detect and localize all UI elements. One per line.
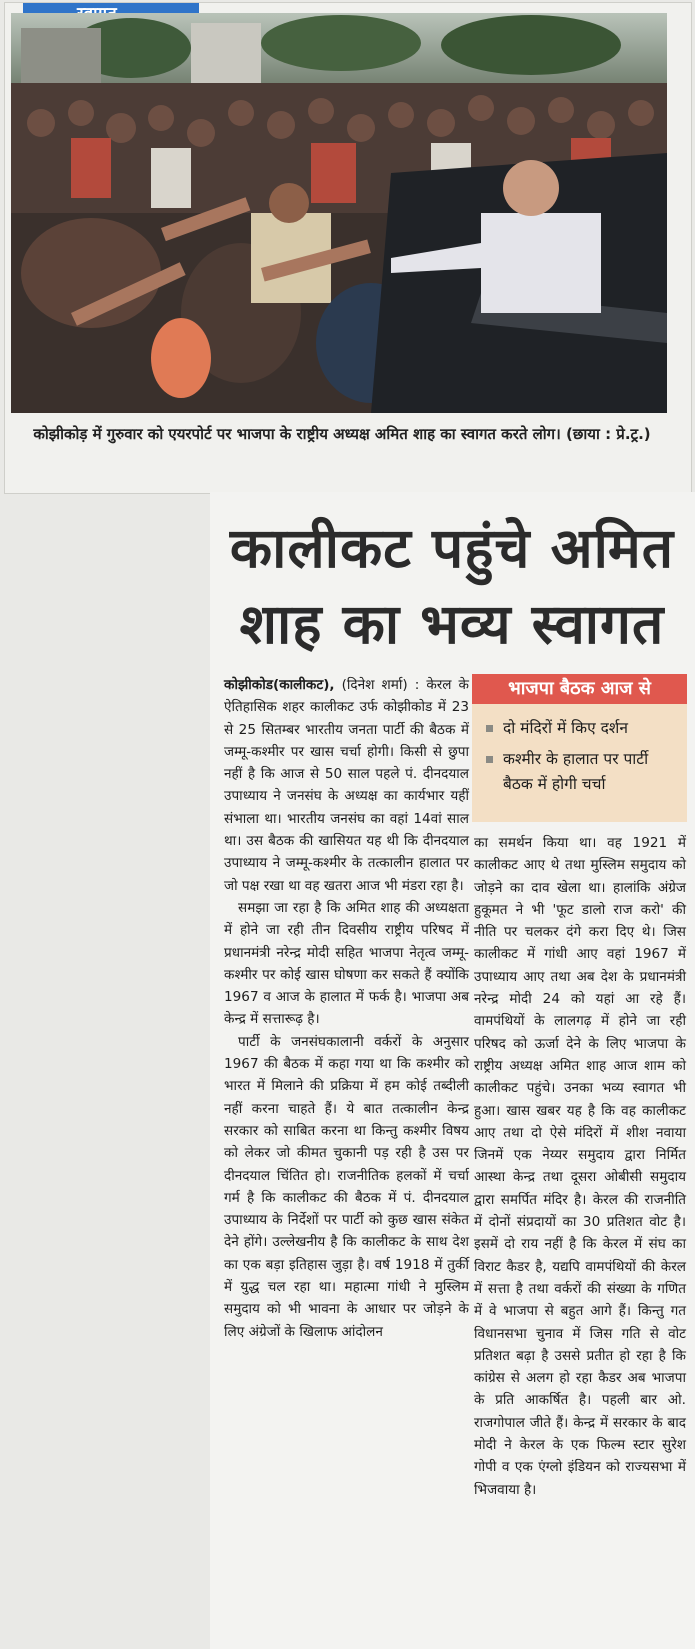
highlight-item-text: कश्मीर के हालात पर पार्टी बैठक में होगी चर्चा bbox=[503, 750, 649, 793]
byline: (दिनेश शर्मा) : bbox=[341, 677, 420, 693]
photo-caption: कोझीकोड़ में गुरुवार को एयरपोर्ट पर भाजपा के राष्ट्रीय अध्यक्ष अमित शाह का स्वागत करते लोग। (छाया : प्रे.ट्र.) bbox=[33, 425, 651, 443]
highlights-box bbox=[472, 674, 687, 822]
square-bullet-icon bbox=[486, 725, 493, 732]
news-article bbox=[210, 492, 695, 1649]
highlight-item bbox=[484, 716, 677, 741]
headline bbox=[222, 510, 682, 662]
news-photo bbox=[11, 13, 667, 413]
crowd-photo-illustration bbox=[11, 13, 667, 413]
headline-line-2: शाह का भव्य स्वागत bbox=[239, 592, 665, 656]
body-paragraph-1: केरल के ऐतिहासिक शहर कालीकट उर्फ कोझीकोड में 23 से 25 सितम्बर भारतीय जनता पार्टी की बैठक में जम्मू-कश्मीर पर खास चर्चा होगी। किसी से छुपा नहीं है कि आज से 50 साल पहले पं. दीनदयाल उपाध्याय ने जनसंघ के अध्यक्ष का कार्यभार यहीं संभाला था। भारतीय जनसंघ का वहां 14वां साल था। उस बैठक की खासियत यह थी कि दीनदयाल उपाध्याय ने जम्मू-कश्मीर के तत्कालीन हालात पर जो पक्ष रखा था वह खतरा आज भी मंडरा रहा है। bbox=[224, 677, 469, 894]
body-paragraph-2: समझा जा रहा है कि अमित शाह की अध्यक्षता में होने जा रही तीन दिवसीय राष्ट्रीय परिषद में प्रधानमंत्री नरेन्द्र मोदी सहित भाजपा नेतृत्व जम्मू-कश्मीर पर कोई खास घोषणा कर सकते हैं क्योंकि 1967 व आज के हालात में फर्क है। भाजपा अब केन्द्र में सत्तारूढ़ है। bbox=[224, 899, 469, 1028]
highlight-item-text: दो मंदिरों में किए दर्शन bbox=[503, 719, 628, 737]
highlight-item bbox=[484, 747, 677, 797]
article-column-right bbox=[474, 832, 686, 1501]
square-bullet-icon bbox=[486, 756, 493, 763]
highlights-box-title: भाजपा बैठक आज से bbox=[472, 674, 687, 704]
dateline: कोझीकोड(कालीकट), bbox=[224, 677, 335, 693]
news-photo-block bbox=[4, 2, 692, 494]
article-column-left bbox=[224, 674, 469, 1343]
highlights-list bbox=[472, 704, 687, 797]
headline-line-1: कालीकट पहुंचे अमित bbox=[229, 516, 675, 580]
body-paragraph-continued: का समर्थन किया था। वह 1921 में कालीकट आए थे तथा मुस्लिम समुदाय को जोड़ने का दाव खेला था। हालांकि अंग्रेज हुकूमत ने भी 'फूट डालो राज करो' की नीति पर चलकर दंगे करा दिए थे। जिस कालीकट में गांधी आए वहां 1967 में उपाध्याय आए तथा अब देश के प्रधानमंत्री नरेन्द्र मोदी 24 को यहां आ रहे हैं। वामपंथियों के लालगढ़ में होने जा रही परिषद को ऊर्जा देने के लिए भाजपा के राष्ट्रीय अध्यक्ष अमित शाह आज शाम को कालीकट पहुंचे। उनका भव्य स्वागत भी हुआ। खास खबर यह है कि वह कालीकट आए तथा दो ऐसे मंदिरों में शीश नवाया जिनमें एक नेय्यर समुदाय द्वारा निर्मित आस्था केन्द्र तथा दूसरा ओबीसी समुदाय द्वारा समर्पित मंदिर है। केरल की राजनीति में दोनों संप्रदायों का 30 प्रतिशत वोट है। इसमें दो राय नहीं है कि केरल में संघ का विराट कैडर है, यद्यपि वामपंथियों की केरल में सत्ता है तथा वर्करों की संख्या के गणित में वे भाजपा से बहुत आगे हैं। किन्तु गत विधानसभा चुनाव में जिस गति से वोट प्रतिशत बढ़ा है उससे प्रतीत हो रहा है कि कांग्रेस से अलग हो रहा कैडर अब भाजपा के प्रति आकर्षित है। पहली बार ओ. राजगोपाल जीते हैं। केन्द्र में सरकार के बाद मोदी ने केरल के एक फिल्म स्टार सुरेश गोपी व एक एंग्लो इंडियन को राज्यसभा में भिजवाया है। bbox=[474, 835, 686, 1498]
body-paragraph-3: पार्टी के जनसंघकालानी वर्करों के अनुसार 1967 की बैठक में कहा गया था कि कश्मीर को भारत में मिलाने की प्रक्रिया में हम कोई तब्दीली नहीं करना चाहते हैं। ये बात तत्कालीन केन्द्र सरकार को साबित करना था किन्तु कश्मीर विषय को लेकर जो कीमत चुकानी पड़ रही है उस पर दीनदयाल चिंतित हो। राजनीतिक हलकों में चर्चा गर्म है कि कालीकट की बैठक में पं. दीनदयाल उपाध्याय के निर्देशों पर पार्टी को कुछ खास संकेत देने होंगे। उल्लेखनीय है कि कालीकट के साथ देश का एक बड़ा इतिहास जुड़ा है। वर्ष 1918 में तुर्की में युद्ध चल रहा था। महात्मा गांधी ने मुस्लिम समुदाय को भी भावना के आधार पर जोड़ने के लिए अंग्रेजों के खिलाफ आंदोलन bbox=[224, 1033, 469, 1340]
